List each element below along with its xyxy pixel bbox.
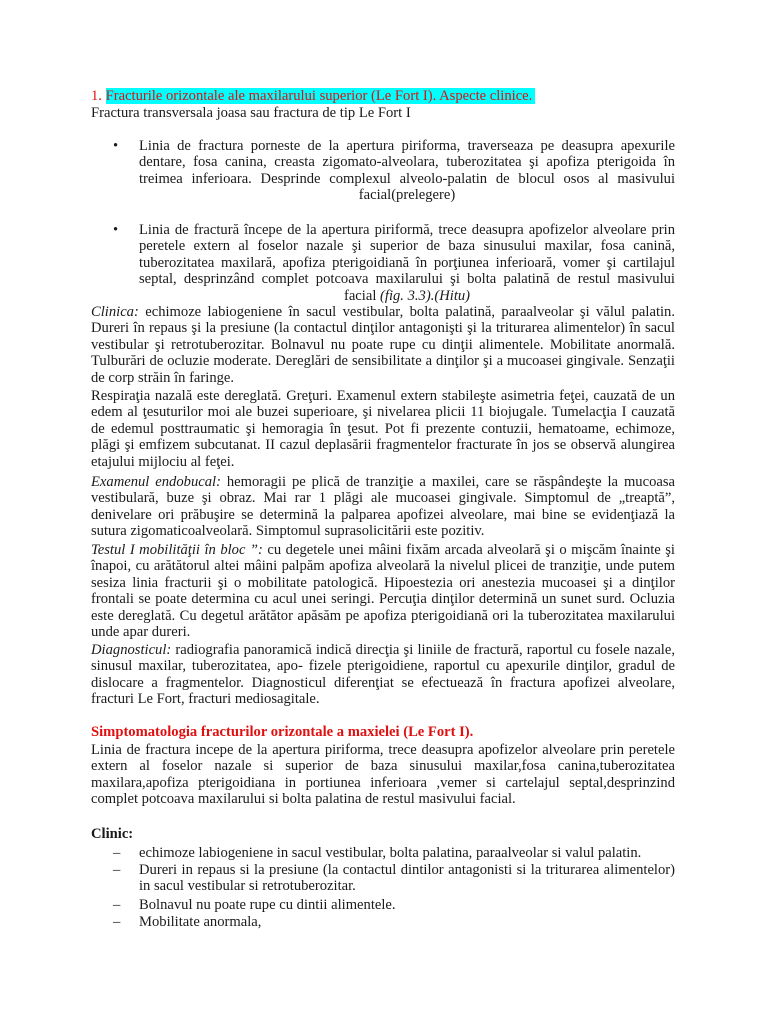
diagnosticul-label: Diagnosticul: bbox=[91, 642, 172, 658]
testul-paragraph bbox=[91, 542, 675, 640]
subtitle: Fractura transversala joasa sau fractura de tip Le Fort I bbox=[91, 105, 411, 121]
section2-heading: Simptomatologia fracturilor orizontale a maxielei (Le Fort I). bbox=[91, 724, 474, 740]
section2-paragraph: Linia de fractura incepe de la apertura piriforma, trece deasupra apofizelor alveolare prin peretele extern al foselor nazale si superior de baza sinusului maxilar,fosa canina,tuberozitatea maxilara,apofiza pterigoidiana in portiunea inferioara ,vemer si cartelajul septal,desprinzind complet potcoava maxilarului si bolta palatina de restul masivului facial. bbox=[91, 742, 675, 808]
diagnosticul-text: radiografia panoramică indică direcţia şi liniile de fractură, raportul cu fosele nazale, sinusul maxilar, tuberozitatea, apo- fizele pterigoidiene, raportul cu apexurile dinţilor, gradul de dislocare a fragmentelor. Diagnosticul diferenţiat se efectuează în fractura apofizei alveolare, fracturi Le Fort, fracturi mediosagitale. bbox=[91, 642, 675, 708]
dash-icon: – bbox=[113, 914, 121, 930]
list-item-text: Bolnavul nu poate rupe cu dintii alimentele. bbox=[139, 897, 396, 913]
examenul-paragraph bbox=[91, 474, 675, 540]
list-item-text: echimoze labiogeniene in sacul vestibular, bolta palatina, paraalveolar si valul palatin. bbox=[139, 845, 642, 861]
dash-icon: – bbox=[113, 845, 121, 861]
clinica-paragraph bbox=[91, 304, 675, 386]
list-item-text: Mobilitate anormala, bbox=[139, 914, 262, 930]
respiratia-paragraph: Respiraţia nazală este dereglată. Greţuri. Examenul extern stabileşte asimetria feţei, cauzată de un edem al ţesuturilor moi ale buzei superioare, şi nivelarea plicii 11 biojugale. Tumelacţia I cauzată de edemul posttraumatic şi hemoragia în ţesut. Pot fi prezente contuzii, hematoame, echimoze, plăgi şi emfizem subcutanat. II cazul deplasării fragmentelor fracturate în jos se observă alungirea etajului mijlociu al feţei. bbox=[91, 388, 675, 470]
bullet-text-1: Linia de fractura porneste de la apertura piriforma, traverseaza pe deasupra apexurile dentare, fosa canina, creasta zigomato-alveolara, tuberozitatea şi apofiza pterigoida în treimea inferioara. Desprinde complexul alveolo-palatin de blocul osos al masivului facial(prelegere) bbox=[139, 138, 675, 204]
bullet-text-2 bbox=[139, 222, 675, 304]
bullet-text-2-body: Linia de fractură începe de la apertura piriformă, trece deasupra apofizelor alveolare prin peretele extern al foselor nazale şi superior de baza sinusului maxilar, fosa canină, tuberozitatea maxilară, apofiza pterigoidiană în porţiunea inferioară, vomer şi cartilajul septal, desprinzând complet potcoava maxilarului şi bolta palatină de restul masivului facial bbox=[139, 222, 675, 304]
examenul-label: Examenul endobucal: bbox=[91, 474, 221, 490]
bullet-icon: • bbox=[113, 138, 119, 154]
dash-icon: – bbox=[113, 897, 121, 913]
clinica-text: echimoze labiogeniene în sacul vestibular, bolta palatină, paraalveolar şi vălul palatin. Dureri în repaus şi la presiune (la contactul dinţilor antagonişti şi la triturarea alimentelor) în sacul vestibular şi retrotuberozitar. Bolnavul nu poate rupe cu dinţii alimentele. Mobilitate anormală. Tulburări de ocluzie moderate. Dereglări de sensibilitate a dinţilor şi a mucoasei gingivale. Senzaţii de corp străin în faringe. bbox=[91, 304, 675, 386]
source-ref: (Hitu) bbox=[434, 287, 471, 304]
bullet-icon: • bbox=[113, 222, 119, 238]
clinica-label: Clinica: bbox=[91, 304, 139, 320]
examenul-text: hemoragii pe plică de tranziţie a maxilei, care se răspândeşte la mucoasa vestibulară, buze şi obraz. Mai rar 1 plăgi ale mucoasei gingivale. Simptomul de „treaptă”, denivelare ori prăbuşire se determină la palparea apofizei alveolare, mai bine se evidenţiază la sutura zigomaticoalveolară. Simptomul suprasolicitării este pozitiv. bbox=[91, 474, 675, 540]
list-item-text: Dureri in repaus si la presiune (la contactul dintilor antagonisti si la triturarea alimentelor) in sacul vestibular si retrotuberozitar. bbox=[139, 862, 675, 895]
dash-icon: – bbox=[113, 862, 121, 878]
section-title-text: Fracturile orizontale ale maxilarului superior (Le Fort I). Aspecte clinice. bbox=[106, 88, 536, 104]
testul-label: Testul I mobilităţii în bloc ”: bbox=[91, 542, 263, 558]
testul-text: cu degetele unei mâini fixăm arcada alveolară şi o mişcăm înainte şi înapoi, cu arătătorul altei mâini palpăm apofiza alveolară la nivelul plicei de tranziţie, unde putem sesiza linia fracturii şi o mobilitate patologică. Hipoestezia ori anestezia mucoasei şi a dinţilor frontali se poate determina cu acul unei seringi. Percuţia dinţilor determină un sunet surd. Ocluzia este dereglată. Cu degetul arătător apăsăm pe apofiza pterigoidiană ori la tuberozitatea maxilarului unde apar dureri. bbox=[91, 542, 675, 641]
figure-ref: (fig. 3.3). bbox=[380, 287, 435, 304]
section-number: 1. bbox=[91, 88, 102, 104]
diagnosticul-paragraph bbox=[91, 642, 675, 708]
clinic-label: Clinic: bbox=[91, 826, 134, 842]
section-title bbox=[91, 88, 535, 104]
